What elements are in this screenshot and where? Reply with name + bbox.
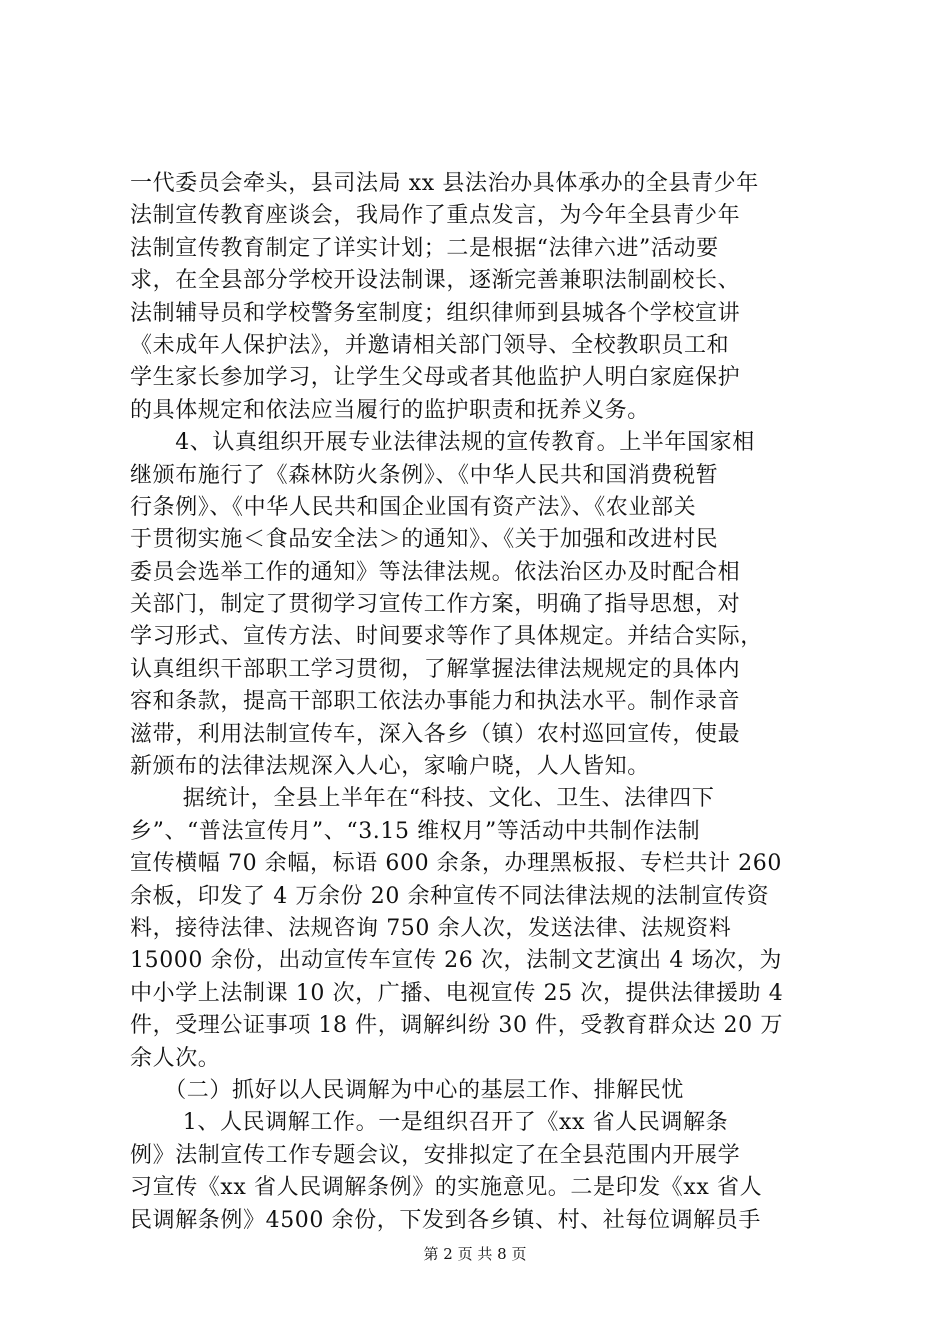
text-line: 中小学上法制课 10 次，广播、电视宣传 25 次，提供法律援助 4 (130, 980, 784, 1006)
text-line: 宣传横幅 70 余幅，标语 600 余条，办理黑板报、专栏共计 260 (130, 851, 782, 877)
text-line: 乡”、“普法宣传月”、“3.15 维权月”等活动中共制作法制 (130, 818, 701, 844)
text-line: 委员会选举工作的通知》等法律法规。依法治区办及时配合相 (130, 559, 741, 585)
text-line: 件，受理公证事项 18 件，调解纠纷 30 件，受教育群众达 20 万 (130, 1013, 783, 1039)
text-line: 《未成年人保护法》，并邀请相关部门领导、全校教职员工和 (130, 332, 730, 358)
page-footer: 第 2 页 共 8 页 (423, 1245, 527, 1263)
text-line: 余人次。 (130, 1045, 221, 1071)
text-line: 1、人民调解工作。一是组织召开了《xx 省人民调解条 (130, 1110, 729, 1136)
text-line: 学生家长参加学习，让学生父母或者其他监护人明白家庭保护 (130, 365, 741, 391)
text-line: 法制宣传教育制定了详实计划；二是根据“法律六进”活动要 (130, 235, 719, 261)
text-line: 求，在全县部分学校开设法制课，逐渐完善兼职法制副校长、 (130, 268, 741, 294)
text-line: 关部门，制定了贯彻学习宣传工作方案，明确了指导思想，对 (130, 592, 741, 618)
text-line: 认真组织干部职工学习贯彻，了解掌握法律法规规定的具体内 (130, 656, 741, 682)
text-line: 余板，印发了 4 万余份 20 余种宣传不同法律法规的法制宣传资 (130, 883, 770, 909)
text-line: 的具体规定和依法应当履行的监护职责和抚养义务。 (130, 397, 650, 423)
text-line: 于贯彻实施＜食品安全法＞的通知》、《关于加强和改进村民 (130, 527, 719, 553)
text-line: 民调解条例》4500 余份，下发到各乡镇、村、社每位调解员手 (130, 1207, 761, 1233)
text-line: 新颁布的法律法规深入人心，家喻户晓，人人皆知。 (130, 754, 650, 780)
text-line: 据统计，全县上半年在“科技、文化、卫生、法律四下 (130, 786, 715, 812)
text-line: 学习形式、宣传方法、时间要求等作了具体规定。并结合实际， (130, 624, 763, 650)
text-line: （二）抓好以人民调解为中心的基层工作、排解民忧 (130, 1077, 685, 1103)
text-line: 例》法制宣传工作专题会议，安排拟定了在全县范围内开展学 (130, 1142, 741, 1168)
text-line: 行条例》、《中华人民共和国企业国有资产法》、《农业部关 (130, 494, 697, 520)
document-body (130, 168, 830, 1237)
text-line: 15000 余份，出动宣传车宣传 26 次，法制文艺演出 4 场次，为 (130, 948, 782, 974)
text-line: 法制宣传教育座谈会，我局作了重点发言，为今年全县青少年 (130, 203, 741, 229)
text-line: 滋带，利用法制宣传车，深入各乡（镇）农村巡回宣传，使最 (130, 721, 741, 747)
text-line: 法制辅导员和学校警务室制度；组织律师到县城各个学校宣讲 (130, 300, 741, 326)
text-line: 继颁布施行了《森林防火条例》、《中华人民共和国消费税暂 (130, 462, 719, 488)
text-line: 料，接待法律、法规咨询 750 余人次，发送法律、法规资料 (130, 915, 732, 941)
text-line: 4、认真组织开展专业法律法规的宣传教育。上半年国家相 (130, 430, 755, 456)
text-line: 一代委员会牵头，县司法局 xx 县法治办具体承办的全县青少年 (130, 171, 759, 196)
text-line: 习宣传《xx 省人民调解条例》的实施意见。二是印发《xx 省人 (130, 1175, 763, 1201)
text-line: 容和条款，提高干部职工依法办事能力和执法水平。制作录音 (130, 689, 741, 715)
